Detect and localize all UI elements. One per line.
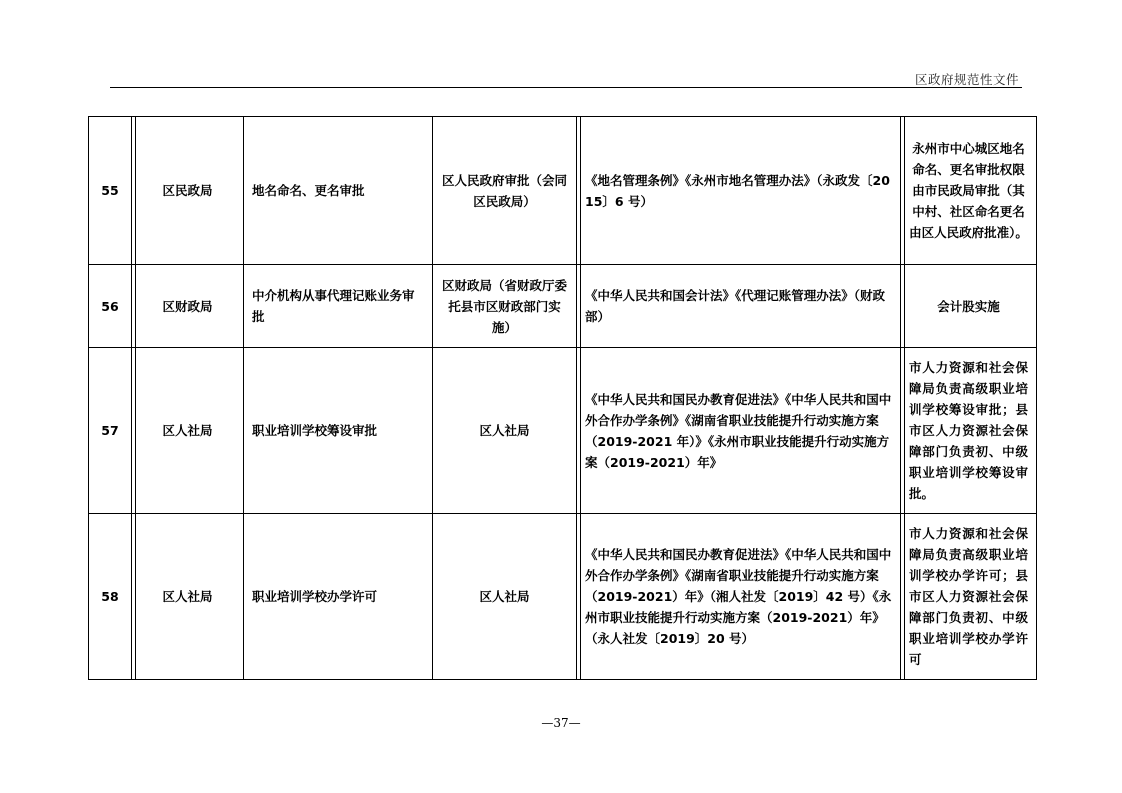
- legal-basis-cell: 《中华人民共和国会计法》《代理记账管理办法》（财政部）: [577, 265, 901, 348]
- page-number: —37—: [541, 716, 581, 730]
- approval-item-cell: 地名命名、更名审批: [244, 117, 433, 265]
- department-cell: 区人社局: [132, 348, 244, 514]
- approval-items-table: [88, 116, 1037, 680]
- row-number: 58: [89, 514, 132, 680]
- remarks-cell: 会计股实施: [901, 265, 1037, 348]
- document-header-title: 区政府规范性文件: [914, 72, 1019, 87]
- department-cell: 区民政局: [132, 117, 244, 265]
- department-cell: 区人社局: [132, 514, 244, 680]
- legal-basis-cell: 《中华人民共和国民办教育促进法》《中华人民共和国中外合作办学条例》《湖南省职业技能提升行动实施方案（2019-2021）年》（湘人社发〔2019〕42 号）《永州市职业技能提升行动实施方案（2019-2021）年》（永人社发〔2019〕20 号）: [577, 514, 901, 680]
- table-row: [89, 265, 1037, 348]
- remarks-cell: 永州市中心城区地名命名、更名审批权限由市民政局审批（其中村、社区命名更名由区人民政府批准）。: [901, 117, 1037, 265]
- approval-item-cell: 中介机构从事代理记账业务审批: [244, 265, 433, 348]
- approval-item-cell: 职业培训学校筹设审批: [244, 348, 433, 514]
- table-row: [89, 117, 1037, 265]
- legal-basis-cell: 《地名管理条例》《永州市地名管理办法》（永政发〔2015〕6 号）: [577, 117, 901, 265]
- legal-basis-cell: 《中华人民共和国民办教育促进法》《中华人民共和国中外合作办学条例》《湖南省职业技能提升行动实施方案（2019-2021 年）》《永州市职业技能提升行动实施方案（2019-2021）年》: [577, 348, 901, 514]
- department-cell: 区财政局: [132, 265, 244, 348]
- header-divider: [110, 87, 1022, 88]
- table-row: [89, 348, 1037, 514]
- implementer-cell: 区人社局: [433, 348, 577, 514]
- remarks-cell: 市人力资源和社会保障局负责高级职业培训学校办学许可；县市区人力资源社会保障部门负责初、中级职业培训学校办学许可: [901, 514, 1037, 680]
- implementer-cell: 区人民政府审批（会同区民政局）: [433, 117, 577, 265]
- row-number: 56: [89, 265, 132, 348]
- implementer-cell: 区人社局: [433, 514, 577, 680]
- implementer-cell: 区财政局（省财政厅委托县市区财政部门实施）: [433, 265, 577, 348]
- remarks-cell: 市人力资源和社会保障局负责高级职业培训学校筹设审批；县市区人力资源社会保障部门负责初、中级职业培训学校筹设审批。: [901, 348, 1037, 514]
- row-number: 55: [89, 117, 132, 265]
- row-number: 57: [89, 348, 132, 514]
- table-row: [89, 514, 1037, 680]
- approval-item-cell: 职业培训学校办学许可: [244, 514, 433, 680]
